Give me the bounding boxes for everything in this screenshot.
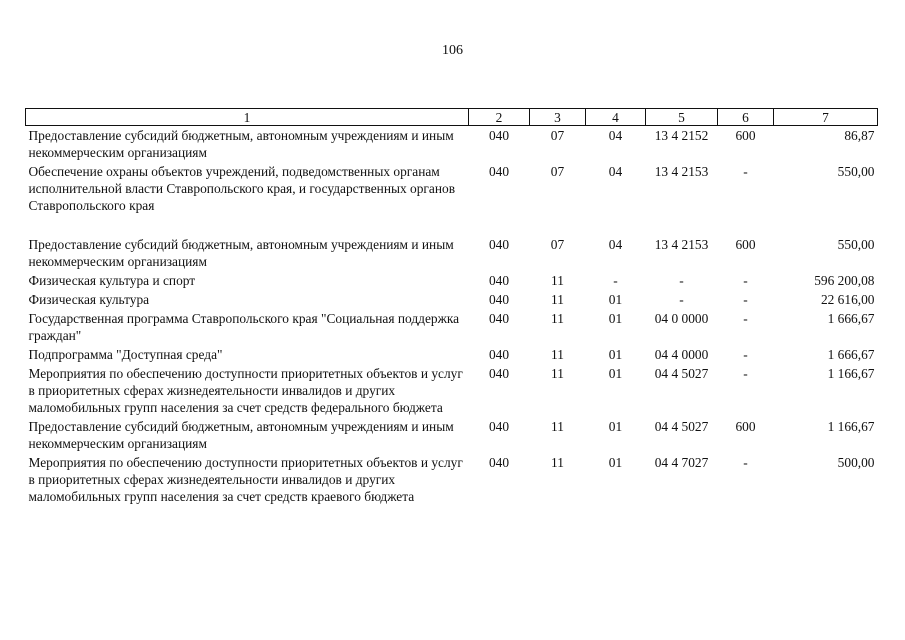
row-code-target: 13 4 2153 bbox=[654, 164, 709, 179]
table-row bbox=[26, 290, 878, 309]
row-name: Предоставление субсидий бюджетным, автономным учреждениям и иным некоммерческим организациям bbox=[28, 237, 454, 269]
row-code-target: 13 4 2152 bbox=[654, 128, 709, 143]
row-name: Предоставление субсидий бюджетным, автономным учреждениям и иным некоммерческим организациям bbox=[28, 419, 454, 451]
row-code-ministry: 040 bbox=[488, 164, 510, 179]
table-row bbox=[26, 235, 878, 271]
row-code-target: 04 4 0000 bbox=[654, 347, 709, 362]
row-amount: 500,00 bbox=[837, 455, 875, 470]
row-amount: 1 166,67 bbox=[827, 419, 875, 434]
row-code-subsection: 01 bbox=[608, 292, 623, 307]
row-amount: 1 166,67 bbox=[827, 366, 875, 381]
row-code-section: 07 bbox=[550, 128, 565, 143]
table-header-row bbox=[26, 109, 878, 126]
row-code-ministry: 040 bbox=[488, 366, 510, 381]
table-row bbox=[26, 453, 878, 506]
table-row bbox=[26, 417, 878, 453]
row-name: Мероприятия по обеспечению доступности приоритетных объектов и услуг в приоритетных сферах жизнедеятельности инвалидов и других маломобильных групп населения за счет средств краевого бюджета bbox=[28, 455, 463, 504]
row-name: Физическая культура и спорт bbox=[28, 273, 196, 288]
row-name: Государственная программа Ставропольского края "Социальная поддержка граждан" bbox=[28, 311, 460, 343]
row-code-target: 04 4 5027 bbox=[654, 419, 709, 434]
row-code-ministry: 040 bbox=[488, 237, 510, 252]
row-name: Подпрограмма "Доступная среда" bbox=[28, 347, 223, 362]
row-code-expense-type: 600 bbox=[735, 237, 756, 252]
table-row bbox=[26, 364, 878, 417]
table-row bbox=[26, 345, 878, 364]
row-code-subsection: 04 bbox=[608, 237, 623, 252]
row-code-section: 11 bbox=[551, 311, 564, 326]
table-row bbox=[26, 126, 878, 163]
column-header-5: 5 bbox=[646, 109, 718, 126]
column-header-6: 6 bbox=[718, 109, 774, 126]
row-amount: 596 200,08 bbox=[814, 273, 875, 288]
row-amount: 550,00 bbox=[837, 164, 875, 179]
row-name: Мероприятия по обеспечению доступности приоритетных объектов и услуг в приоритетных сферах жизнедеятельности инвалидов и других маломобильных групп населения за счет средств федерального бюджета bbox=[28, 366, 463, 415]
row-code-subsection: 01 bbox=[608, 419, 623, 434]
row-amount: 1 666,67 bbox=[827, 347, 875, 362]
row-name: Обеспечение охраны объектов учреждений, подведомственных органам исполнительной власти Ставропольского края, и государственных органов Ставропольского края bbox=[28, 164, 456, 213]
row-code-section: 11 bbox=[551, 292, 564, 307]
table-row bbox=[26, 271, 878, 290]
row-code-target: 04 4 5027 bbox=[654, 366, 709, 381]
row-amount: 550,00 bbox=[837, 237, 875, 252]
row-code-expense-type: - bbox=[743, 347, 748, 362]
budget-table bbox=[25, 108, 878, 506]
row-code-expense-type: - bbox=[743, 366, 748, 381]
row-code-target: - bbox=[679, 273, 684, 288]
row-code-target: 04 4 7027 bbox=[654, 455, 709, 470]
row-code-section: 11 bbox=[551, 273, 564, 288]
row-code-section: 11 bbox=[551, 366, 564, 381]
column-header-2: 2 bbox=[469, 109, 530, 126]
row-code-ministry: 040 bbox=[488, 419, 510, 434]
row-amount: 86,87 bbox=[844, 128, 875, 143]
row-code-section: 07 bbox=[550, 237, 565, 252]
row-code-target: 13 4 2153 bbox=[654, 237, 709, 252]
row-code-expense-type: - bbox=[743, 292, 748, 307]
row-code-expense-type: - bbox=[743, 455, 748, 470]
row-code-expense-type: - bbox=[743, 273, 748, 288]
column-header-7: 7 bbox=[774, 109, 878, 126]
row-code-ministry: 040 bbox=[488, 455, 510, 470]
table-row bbox=[26, 162, 878, 235]
row-code-target: 04 0 0000 bbox=[654, 311, 709, 326]
row-code-subsection: 01 bbox=[608, 366, 623, 381]
row-amount: 1 666,67 bbox=[827, 311, 875, 326]
row-amount: 22 616,00 bbox=[820, 292, 875, 307]
row-code-ministry: 040 bbox=[488, 273, 510, 288]
row-code-expense-type: 600 bbox=[735, 128, 756, 143]
row-code-ministry: 040 bbox=[488, 311, 510, 326]
row-code-ministry: 040 bbox=[488, 292, 510, 307]
row-code-subsection: 01 bbox=[608, 311, 623, 326]
row-code-subsection: - bbox=[613, 273, 618, 288]
row-code-section: 11 bbox=[551, 347, 564, 362]
column-header-4: 4 bbox=[586, 109, 646, 126]
row-code-section: 11 bbox=[551, 419, 564, 434]
row-name: Предоставление субсидий бюджетным, автономным учреждениям и иным некоммерческим организациям bbox=[28, 128, 454, 160]
row-code-ministry: 040 bbox=[488, 347, 510, 362]
row-code-subsection: 01 bbox=[608, 455, 623, 470]
row-code-expense-type: - bbox=[743, 311, 748, 326]
row-code-section: 11 bbox=[551, 455, 564, 470]
row-code-subsection: 01 bbox=[608, 347, 623, 362]
column-header-1: 1 bbox=[26, 109, 469, 126]
column-header-3: 3 bbox=[530, 109, 586, 126]
row-code-expense-type: 600 bbox=[735, 419, 756, 434]
table-row bbox=[26, 309, 878, 345]
row-code-ministry: 040 bbox=[488, 128, 510, 143]
row-name: Физическая культура bbox=[28, 292, 150, 307]
row-code-expense-type: - bbox=[743, 164, 748, 179]
page-number: 106 bbox=[442, 43, 463, 58]
row-code-subsection: 04 bbox=[608, 164, 623, 179]
row-code-subsection: 04 bbox=[608, 128, 623, 143]
row-code-section: 07 bbox=[550, 164, 565, 179]
row-code-target: - bbox=[679, 292, 684, 307]
